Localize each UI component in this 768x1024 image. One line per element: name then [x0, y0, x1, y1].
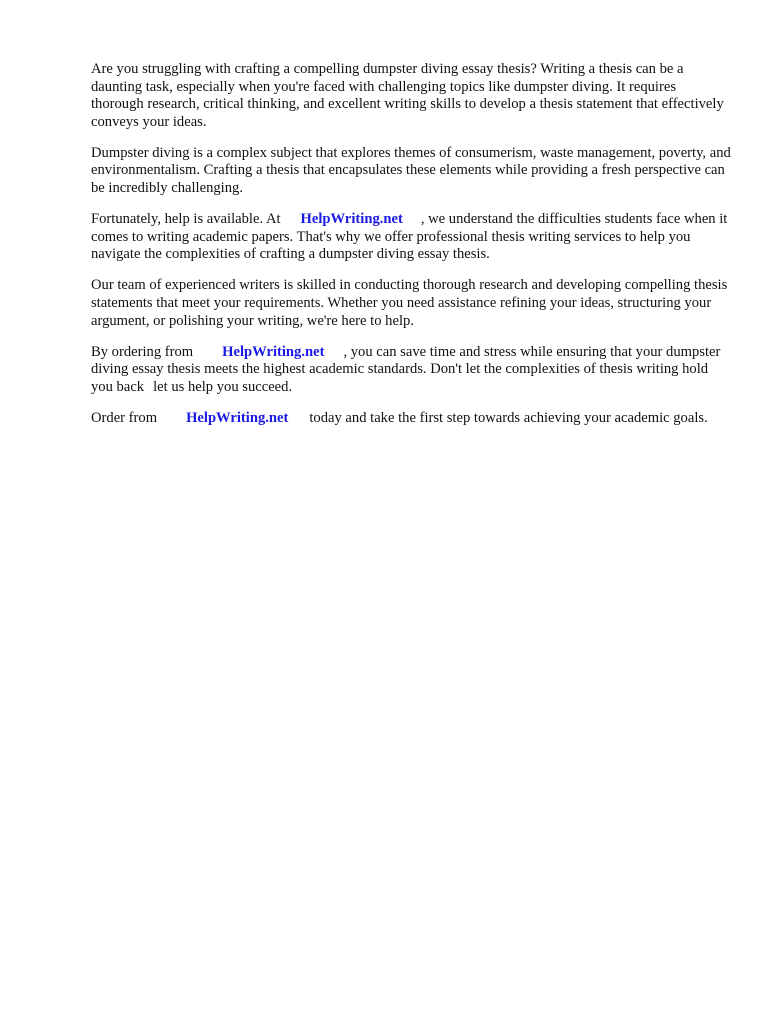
- paragraph-team: [91, 277, 731, 330]
- paragraph-intro-text: Are you struggling with crafting a compelling dumpster diving essay thesis? Writing a thesis can be a daunting task, especially when you're faced with challenging topics like dumpster diving. It requires thorough research, critical thinking, and excellent writing skills to develop a thesis statement that effectively conveys your ideas.: [91, 61, 724, 130]
- helpwriting-link[interactable]: HelpWriting.net: [300, 211, 403, 228]
- paragraph-topic-text: Dumpster diving is a complex subject that explores themes of consumerism, waste management, poverty, and environmentalism. Crafting a thesis that encapsulates these elements while providing a fresh perspective can be incredibly challenging.: [91, 144, 731, 197]
- helpwriting-link[interactable]: HelpWriting.net: [222, 343, 325, 360]
- paragraph-ordering-lead: By ordering from: [91, 343, 194, 360]
- paragraph-topic: [91, 145, 731, 198]
- document-body: [91, 61, 731, 441]
- paragraph-ordering: [91, 344, 731, 397]
- helpwriting-link[interactable]: HelpWriting.net: [186, 410, 289, 426]
- paragraph-help-rest: , we understand the difficulties students face when it comes to writing academic papers. That's why we offer professional thesis writing services to help you navigate the complexities of crafting a dumpster diving essay thesis.: [91, 211, 728, 263]
- paragraph-team-text: Our team of experienced writers is skilled in conducting thorough research and developing compelling thesis statements that meet your requirements. Whether you need assistance refining your ideas, structuring your argument, or polishing your writing, we're here to help.: [91, 277, 728, 329]
- paragraph-help-lead: Fortunately, help is available. At: [91, 211, 281, 228]
- paragraph-ordering-rest: , you can save time and stress while ensuring that your dumpster diving essay thesis meets the highest academic standards. Don't let the complexities of thesis writing hold you back: [91, 343, 721, 395]
- paragraph-order-cta: [91, 410, 731, 428]
- paragraph-intro: [91, 61, 731, 131]
- paragraph-ordering-end: let us help you succeed.: [153, 378, 293, 395]
- paragraph-help: [91, 211, 731, 264]
- paragraph-order-lead: Order from: [91, 410, 158, 426]
- paragraph-order-rest: today and take the first step towards achieving your academic goals.: [309, 410, 708, 426]
